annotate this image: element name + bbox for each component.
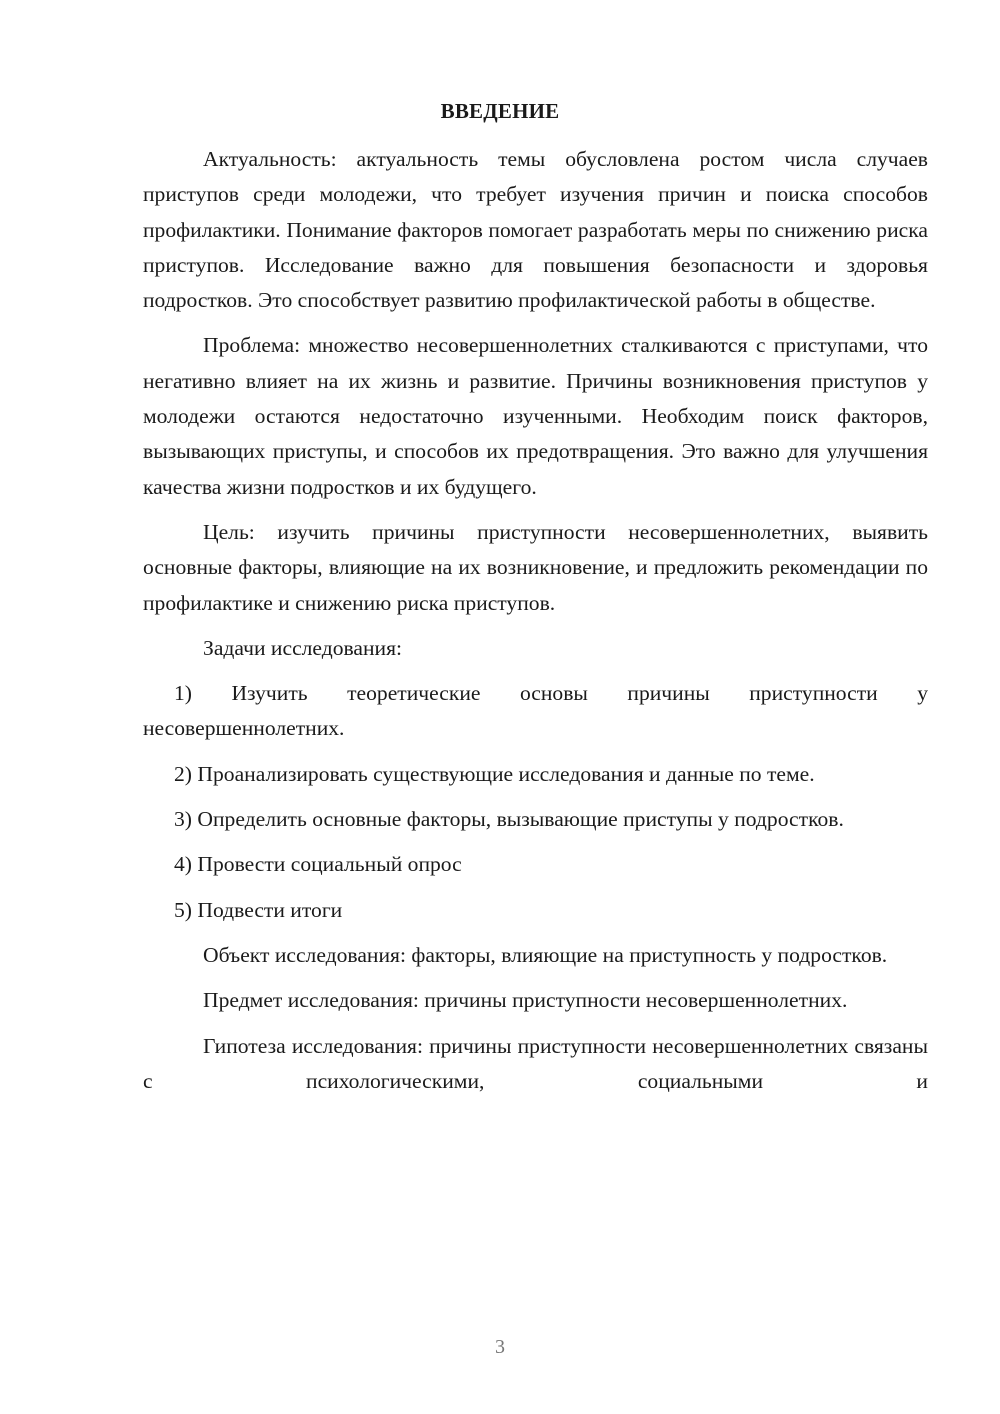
paragraph-relevance: Актуальность: актуальность темы обусловлена ростом числа случаев приступов среди молодежи, что требует изучения причин и поиска способов профилактики. Понимание факторов помогает разработать меры по снижению риска приступов. Исследование важно для повышения безопасности и здоровья подростков. Это способствует развитию профилактической работы в обществе.: [143, 147, 928, 313]
task-item-3: 3) Определить основные факторы, вызывающие приступы у подростков.: [174, 807, 844, 832]
task-item-5: 5) Подвести итоги: [174, 897, 343, 922]
page-title: ВВЕДЕНИЕ: [440, 99, 560, 123]
paragraph-hypothesis: Гипотеза исследования: причины приступности несовершеннолетних связаны с психологическими, социальными и: [143, 1033, 928, 1093]
task-item-1: 1) Изучить теоретические основы причины приступности у несовершеннолетних.: [143, 681, 928, 741]
paragraph-problem: Проблема: множество несовершеннолетних сталкиваются с приступами, что негативно влияет на их жизнь и развитие. Причины возникновения приступов у молодежи остаются недостаточно изученными. Необходим поиск факторов, вызывающих приступы, и способов их предотвращения. Это важно для улучшения качества жизни подростков и их будущего.: [143, 333, 928, 499]
paragraph-tasks-heading: Задачи исследования:: [203, 635, 403, 660]
task-item-4: 4) Провести социальный опрос: [174, 852, 462, 877]
paragraph-subject: Предмет исследования: причины приступности несовершеннолетних.: [203, 988, 848, 1013]
task-item-2: 2) Проанализировать существующие исследования и данные по теме.: [174, 761, 815, 786]
page-number: 3: [495, 1336, 505, 1358]
body-text: [143, 142, 928, 1099]
paragraph-object: Объект исследования: факторы, влияющие на приступность у подростков.: [203, 942, 888, 967]
paragraph-goal: Цель: изучить причины приступности несовершеннолетних, выявить основные факторы, влияющие на их возникновение, и предложить рекомендации по профилактике и снижению риска приступов.: [143, 519, 928, 615]
